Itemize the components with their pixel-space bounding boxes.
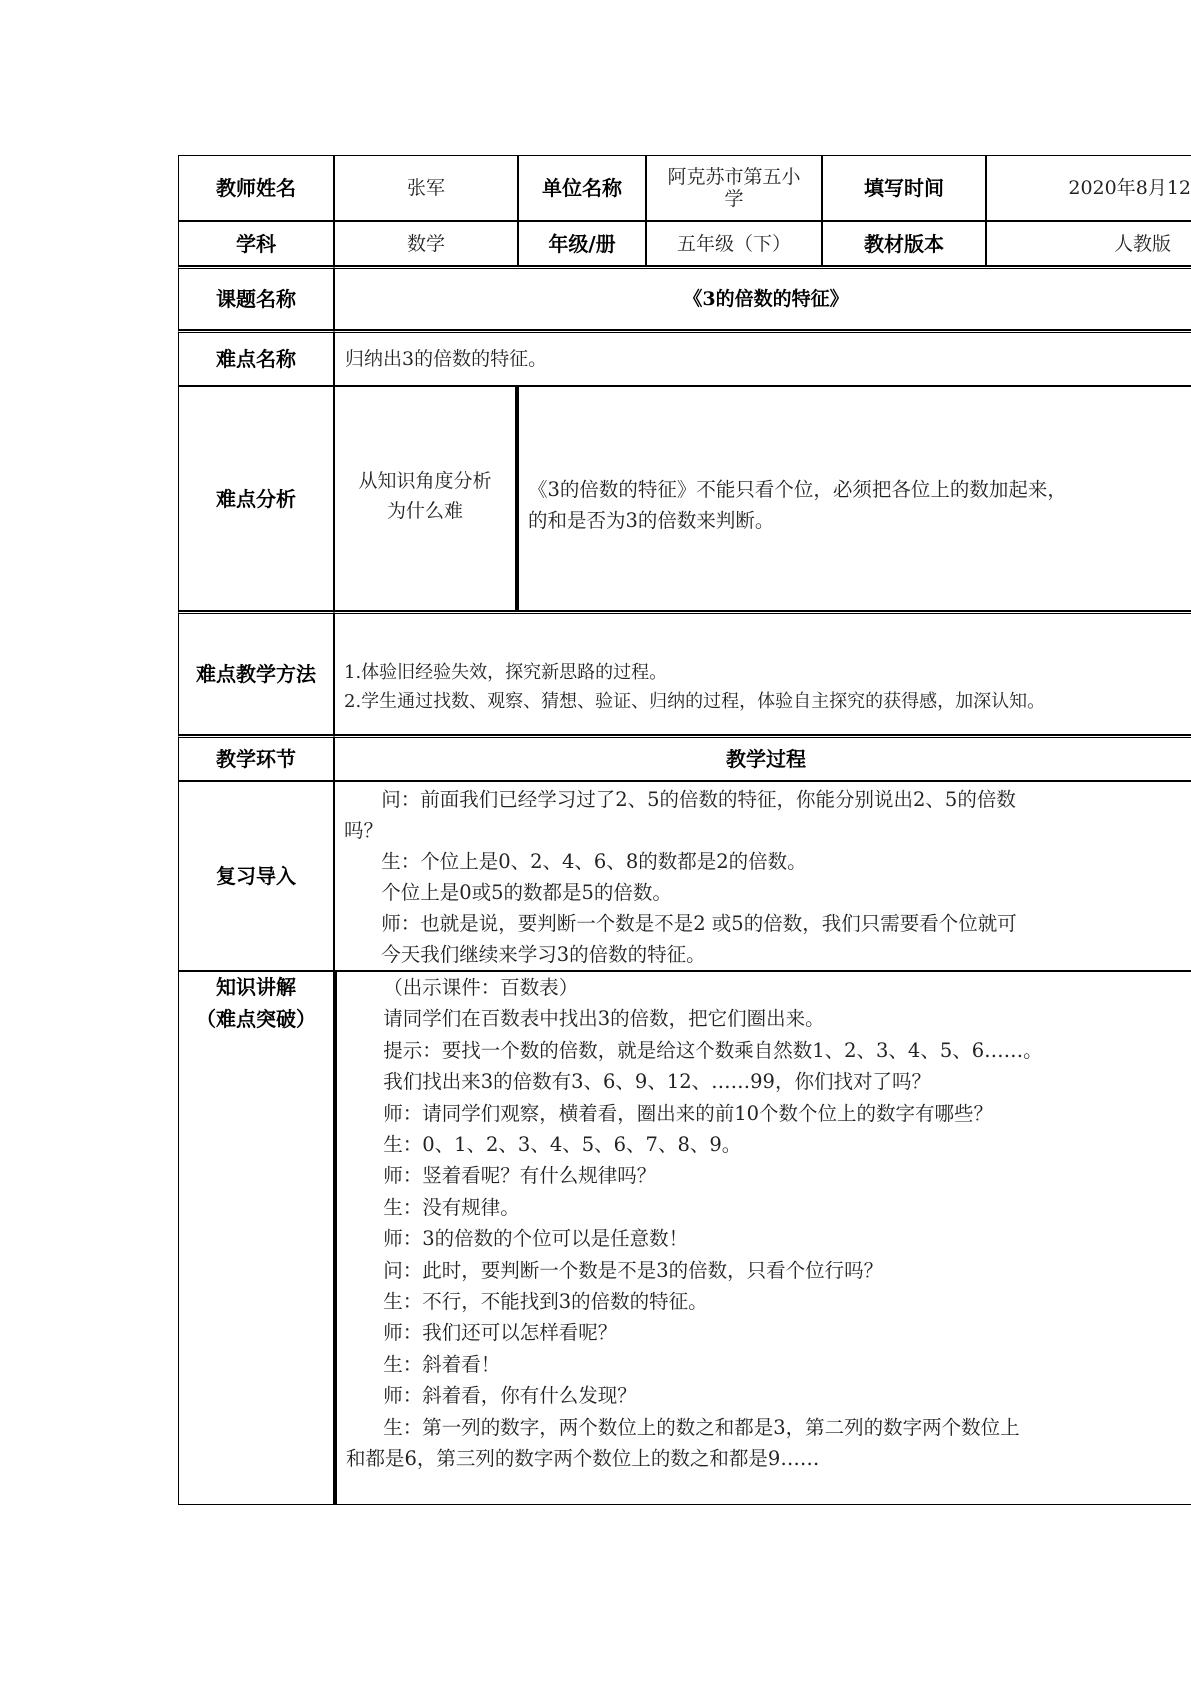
lesson-plan-table [178, 155, 1191, 1505]
review-line: 问：前面我们已经学习过了2、5的倍数的特征，你能分别说出2、5的倍数 [344, 788, 1016, 811]
review-line: 今天我们继续来学习3的倍数的特征。 [344, 943, 706, 966]
lecture-line: 生：斜着看！ [346, 1353, 501, 1376]
teacher-value: 张军 [334, 155, 518, 221]
lecture-line: 师：斜着看，你有什么发现？ [346, 1384, 637, 1407]
edition-label: 教材版本 [822, 221, 986, 266]
process-header: 教学过程 [334, 735, 1191, 781]
difficulty-value: 归纳出3的倍数的特征。 [334, 330, 1191, 386]
date-value: 2020年8月12 [986, 155, 1191, 221]
lecture-line: 生：0、1、2、3、4、5、6、7、8、9。 [346, 1133, 742, 1156]
lecture-label-line2: （难点突破） [196, 1007, 316, 1031]
difficulty-label: 难点名称 [178, 330, 334, 386]
method-label: 难点教学方法 [178, 611, 334, 735]
analysis-sublabel-line1: 从知识角度分析 [358, 469, 492, 492]
lecture-line: 师：请同学们观察，横着看，圈出来的前10个数个位上的数字有哪些？ [346, 1102, 994, 1125]
method-line1: 1.体验旧经验失效，探究新思路的过程。 [344, 662, 668, 683]
lecture-line: 我们找出来3的倍数有3、6、9、12、……99，你们找对了吗？ [346, 1070, 931, 1093]
analysis-label: 难点分析 [178, 386, 334, 611]
review-line: 师：也就是说，要判断一个数是不是2 或5的倍数，我们只需要看个位就可 [344, 912, 1017, 935]
subject-label: 学科 [178, 221, 334, 266]
lecture-line: 生：第一列的数字，两个数位上的数之和都是3，第二列的数字两个数位上 [346, 1416, 1020, 1439]
lecture-line: 师：我们还可以怎样看呢？ [346, 1321, 618, 1344]
method-line2: 2.学生通过找数、观察、猜想、验证、归纳的过程，体验自主探究的获得感，加深认知。 [344, 691, 1046, 712]
lecture-line: （出示课件：百数表） [346, 976, 579, 999]
method-text-cell [334, 611, 1191, 735]
lecture-line: 和都是6，第三列的数字两个数位上的数之和都是9…… [346, 1447, 820, 1470]
unit-value-line1: 阿克苏市第五小 [667, 166, 801, 188]
review-line: 吗？ [344, 819, 384, 842]
topic-label: 课题名称 [178, 266, 334, 330]
unit-value-line2: 学 [724, 188, 744, 210]
subject-value: 数学 [334, 221, 518, 266]
lecture-line: 生：不行，不能找到3的倍数的特征。 [346, 1290, 708, 1313]
lecture-line: 师：竖着看呢？有什么规律吗？ [346, 1164, 657, 1187]
lecture-text-cell [334, 971, 1191, 1505]
analysis-sublabel [334, 386, 516, 611]
topic-value: 《3的倍数的特征》 [334, 266, 1191, 330]
review-label: 复习导入 [178, 781, 334, 971]
lecture-line: 生：没有规律。 [346, 1196, 520, 1219]
unit-value [646, 155, 822, 221]
lecture-line: 问：此时，要判断一个数是不是3的倍数，只看个位行吗？ [346, 1259, 884, 1282]
lecture-line: 请同学们在百数表中找出3的倍数，把它们圈出来。 [346, 1007, 825, 1030]
grade-label: 年级/册 [518, 221, 646, 266]
grade-value: 五年级（下） [646, 221, 822, 266]
analysis-text-line1: 《3的倍数的特征》不能只看个位，必须把各位上的数加起来， [528, 478, 1067, 501]
date-label: 填写时间 [822, 155, 986, 221]
lecture-line: 提示：要找一个数的倍数，就是给这个数乘自然数1、2、3、4、5、6……。 [346, 1039, 1043, 1062]
lecture-line: 师：3的倍数的个位可以是任意数！ [346, 1227, 689, 1250]
stage-header: 教学环节 [178, 735, 334, 781]
unit-label: 单位名称 [518, 155, 646, 221]
teacher-label: 教师姓名 [178, 155, 334, 221]
analysis-text-cell [516, 386, 1191, 611]
review-line: 生：个位上是0、2、4、6、8的数都是2的倍数。 [344, 850, 807, 873]
edition-value: 人教版 [986, 221, 1191, 266]
lecture-label-cell [178, 971, 334, 1505]
analysis-text-line2: 的和是否为3的倍数来判断。 [528, 509, 775, 532]
lecture-label-line1: 知识讲解 [216, 975, 296, 999]
review-line: 个位上是0或5的数都是5的倍数。 [344, 881, 672, 904]
review-text-cell [334, 781, 1191, 971]
analysis-sublabel-line2: 为什么难 [386, 499, 463, 522]
